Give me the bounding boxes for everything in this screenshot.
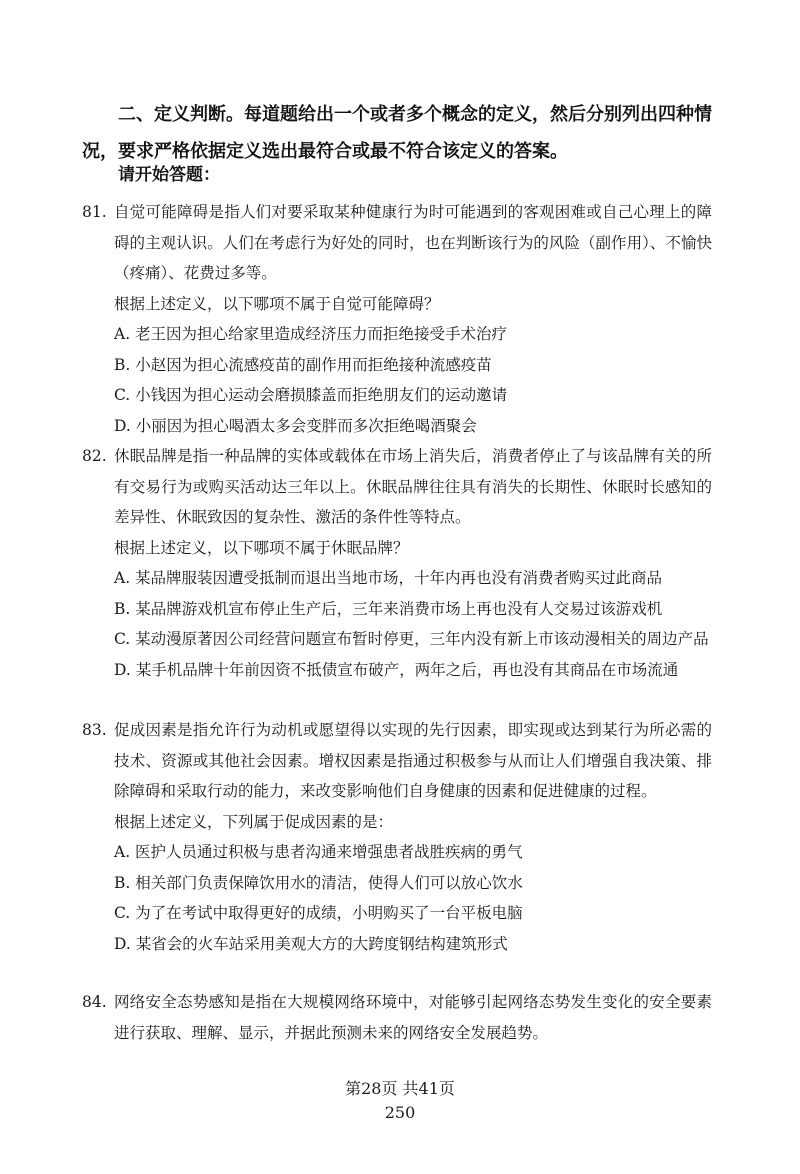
question-stem: 促成因素是指允许行为动机或愿望得以实现的先行因素，即实现或达到某行为所必需的技术、资源或其他社会因素。增权因素是指通过积极参与从而让人们增强自我决策、排除障碍和采取行动的能力，来改变影响他们自身健康的因素和促进健康的过程。 [114,721,712,800]
question-81 [82,197,712,441]
question-prompt: 根据上述定义，以下哪项不属于休眠品牌？ [114,538,409,557]
start-instruction: 请开始答题： [118,165,220,185]
question-stem: 休眠品牌是指一种品牌的实体或载体在市场上消失后，消费者停止了与该品牌有关的所有交易行为或购买活动达三年以上。休眠品牌往往具有消失的长期性、休眠时长感知的差异性、休眠致因的复杂性、激活的条件性等特点。 [114,447,712,526]
page-number: 250 [384,1103,416,1122]
option-a: A. 老王因为担心给家里造成经济压力而拒绝接受手术治疗 [114,325,508,343]
option-d: D. 某省会的火车站采用美观大方的大跨度钢结构建筑形式 [114,934,508,953]
question-82 [82,441,712,685]
question-number: 82. [82,447,107,465]
option-c: C. 为了在考试中取得更好的成绩，小明购买了一台平板电脑 [114,904,523,922]
option-b: B. 小赵因为担心流感疫苗的副作用而拒绝接种流感疫苗 [114,355,492,374]
question-prompt: 根据上述定义，下列属于促成因素的是： [114,812,394,831]
option-a: A. 某品牌服装因遭受抵制而退出当地市场，十年内再也没有消费者购买过此商品 [114,569,663,587]
question-84 [82,987,712,1048]
option-d: D. 小丽因为担心喝酒太多会变胖而多次拒绝喝酒聚会 [114,416,477,435]
question-stem: 自觉可能障碍是指人们对要采取某种健康行为时可能遇到的客观困难或自己心理上的障碍的主观认识。人们在考虑行为好处的同时，也在判断该行为的风险（副作用）、不愉快（疼痛）、花费过多等。 [114,203,712,282]
option-b: B. 相关部门负责保障饮用水的清洁，使得人们可以放心饮水 [114,873,523,892]
option-d: D. 某手机品牌十年前因资不抵债宣布破产，两年之后，再也没有其商品在市场流通 [114,660,679,679]
option-c: C. 某动漫原著因公司经营问题宣布暂时停更，三年内没有新上市该动漫相关的周边产品 [114,630,709,648]
question-number: 84. [82,993,107,1011]
section-heading: 二、定义判断。每道题给出一个或者多个概念的定义，然后分别列出四种情况，要求严格依据定义选出最符合或最不符合该定义的答案。 [82,104,712,162]
question-number: 81. [82,203,107,221]
question-prompt: 根据上述定义，以下哪项不属于自觉可能障碍？ [114,294,440,313]
page-info: 第28页 共41页 [345,1079,455,1098]
question-stem: 网络安全态势感知是指在大规模网络环境中，对能够引起网络态势发生变化的安全要素进行获取、理解、显示，并据此预测未来的网络安全发展趋势。 [114,993,712,1042]
question-83 [82,715,712,959]
option-b: B. 某品牌游戏机宣布停止生产后，三年来消费市场上再也没有人交易过该游戏机 [114,599,663,618]
option-c: C. 小钱因为担心运动会磨损膝盖而拒绝朋友们的运动邀请 [114,386,508,404]
question-number: 83. [82,721,107,739]
option-a: A. 医护人员通过积极与患者沟通来增强患者战胜疾病的勇气 [114,843,523,861]
